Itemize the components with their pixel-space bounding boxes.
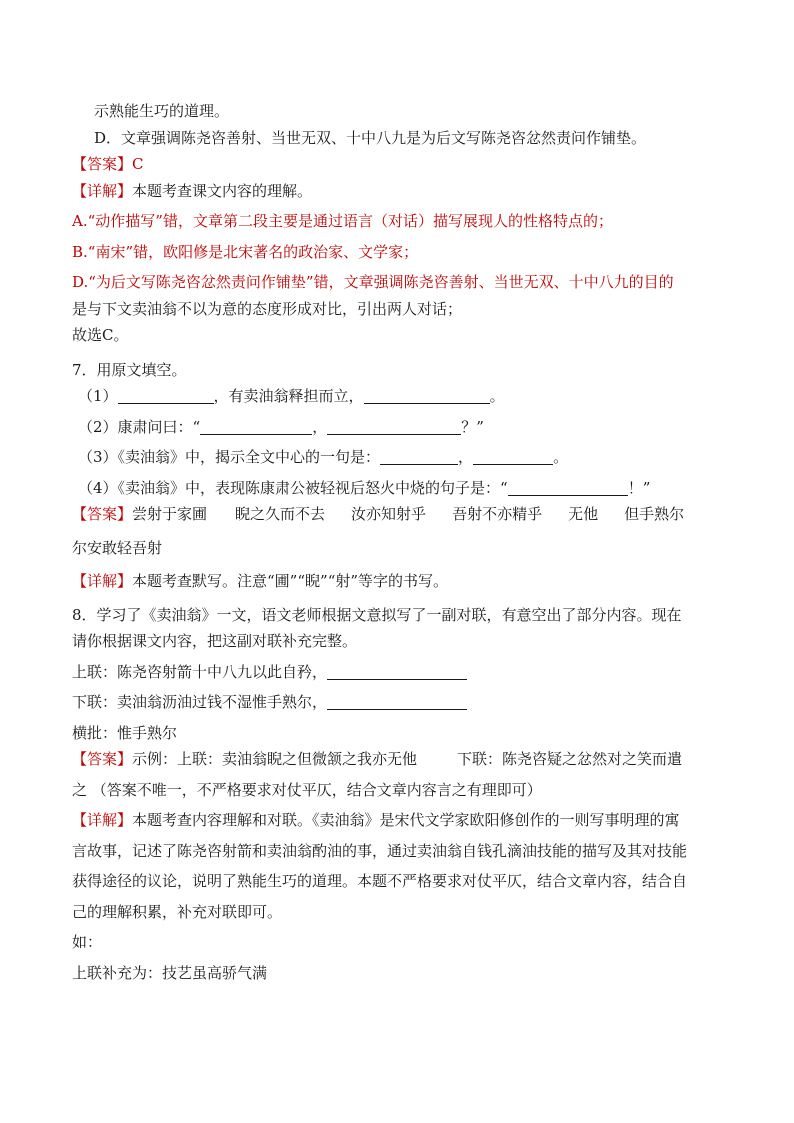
- explain-b: B.“南宋”错，欧阳修是北宋著名的政治家、文学家；: [72, 242, 419, 261]
- option-c-continuation: 示熟能生巧的道理。: [94, 102, 230, 120]
- q8-lower: [72, 689, 732, 716]
- q8-detail-line1: [72, 807, 732, 834]
- answer-tag: 【答案】: [72, 750, 133, 768]
- q7-title: 7．用原文填空。: [72, 360, 187, 379]
- sub-text: ！”: [627, 478, 651, 497]
- explain-d-line2: 是与下文卖油翁不以为意的态度形成对比，引出两人对话；: [72, 299, 463, 318]
- answer-item: 尝射于家圃: [132, 505, 208, 523]
- blank: [364, 387, 490, 404]
- q7-answer: [72, 501, 732, 528]
- detail-text: 本题考查课文内容的理解。: [132, 181, 313, 200]
- sub-text: （3）《卖油翁》中，揭示全文中心的一句是：: [78, 448, 381, 466]
- q8-upper: [72, 659, 732, 686]
- blank: [327, 693, 467, 710]
- detail-tag: 【详解】: [72, 811, 133, 829]
- q7-sub2: [72, 414, 732, 441]
- sub-num: （1）: [78, 387, 118, 405]
- answer-tag: 【答案】: [72, 155, 133, 173]
- answer-text: 示例：上联：卖油翁睨之但微颔之我亦无他: [132, 750, 418, 768]
- option-d: D．文章强调陈尧咨善射、当世无双、十中八九是为后文写陈尧咨忿然责问作铺垫。: [94, 128, 647, 147]
- q6-answer: [72, 151, 732, 178]
- blank: [327, 418, 461, 435]
- q6-detail: [72, 178, 732, 205]
- q7-detail: [72, 568, 732, 595]
- sub-text: ，: [312, 417, 328, 436]
- sub-text: 。: [489, 387, 505, 405]
- q8-answer-cont: 之 （答案不唯一，不严格要求对仗平仄，结合文章内容言之有理即可）: [72, 780, 542, 799]
- sub-text: ，: [458, 448, 474, 466]
- q8-title-line1: 8．学习了《卖油翁》一文，语文老师根据文意拟写了一副对联，有意空出了部分内容。现在: [72, 605, 682, 624]
- sub-text: （2）康肃问曰：“: [78, 417, 201, 436]
- q8-answer: [72, 746, 732, 773]
- blank: [380, 448, 458, 465]
- answer-tag: 【答案】: [72, 505, 133, 523]
- q7-sub3: [72, 444, 732, 471]
- q7-answer-cont: 尔安敢轻吾射: [72, 538, 163, 557]
- q8-detail-line4: 己的理解积累，补充对联即可。: [72, 902, 283, 921]
- blank: [118, 387, 214, 404]
- answer-item: 汝亦知射乎: [351, 505, 427, 523]
- sub-text: ，有卖油翁释担而立，: [213, 387, 364, 405]
- q7-sub1: [72, 383, 732, 410]
- sub-text: 。: [553, 448, 569, 466]
- answer-item: 吾射不亦精乎: [452, 505, 543, 523]
- couplet-lower: 下联：卖油翁沥油过钱不湿惟手熟尔，: [72, 693, 328, 711]
- blank: [200, 418, 312, 435]
- q7-sub4: [72, 475, 732, 502]
- blank: [327, 663, 467, 680]
- q8-upper-fill: 上联补充为：技艺虽高骄气满: [72, 963, 268, 982]
- blank: [508, 479, 628, 496]
- answer-text: 下联：陈尧咨疑之忿然对之笑而遣: [457, 750, 683, 768]
- explain-a: A.“动作描写”错，文章第二段主要是通过语言（对话）描写展现人的性格特点的；: [72, 212, 613, 230]
- q8-example: 如：: [72, 933, 103, 951]
- q8-detail-line3: 获得途径的议论，说明了熟能生巧的道理。本题不严格要求对仗平仄，结合文章内容，结合自: [72, 872, 688, 890]
- answer-item: 无他: [568, 505, 599, 523]
- sub-text: （4）《卖油翁》中，表现陈康肃公被轻视后怒火中烧的句子是：“: [78, 478, 508, 497]
- q8-detail-line2: 言故事，记述了陈尧咨射箭和卖油翁酌油的事，通过卖油翁自钱孔滴油技能的描写及其对技能: [72, 841, 688, 860]
- couplet-upper: 上联：陈尧咨射箭十中八九以此自矜，: [72, 662, 328, 681]
- answer-item: 睨之久而不去: [235, 505, 326, 523]
- q8-horizontal: 横批：惟手熟尔: [72, 723, 178, 742]
- sub-text: ？”: [461, 417, 484, 436]
- detail-tag: 【详解】: [72, 181, 133, 200]
- answer-item: 但手熟尔: [624, 505, 685, 523]
- detail-tag: 【详解】: [72, 572, 133, 590]
- blank: [473, 448, 553, 465]
- detail-text: 本题考查内容理解和对联。《卖油翁》是宋代文学家欧阳修创作的一则写事明理的寓: [132, 811, 680, 829]
- detail-text: 本题考查默写。注意“圃”“睨”“射”等字的书写。: [132, 572, 449, 590]
- q8-title-line2: 请你根据课文内容，把这副对联补充完整。: [72, 632, 358, 650]
- answer-value: C: [132, 155, 144, 173]
- document-page: [72, 98, 732, 986]
- explain-d-line1: D.“为后文写陈尧咨忿然责问作铺垫”错，文章强调陈尧咨善射、当世无双、十中八九的目的: [72, 273, 674, 291]
- choose-line: 故选C。: [72, 326, 129, 344]
